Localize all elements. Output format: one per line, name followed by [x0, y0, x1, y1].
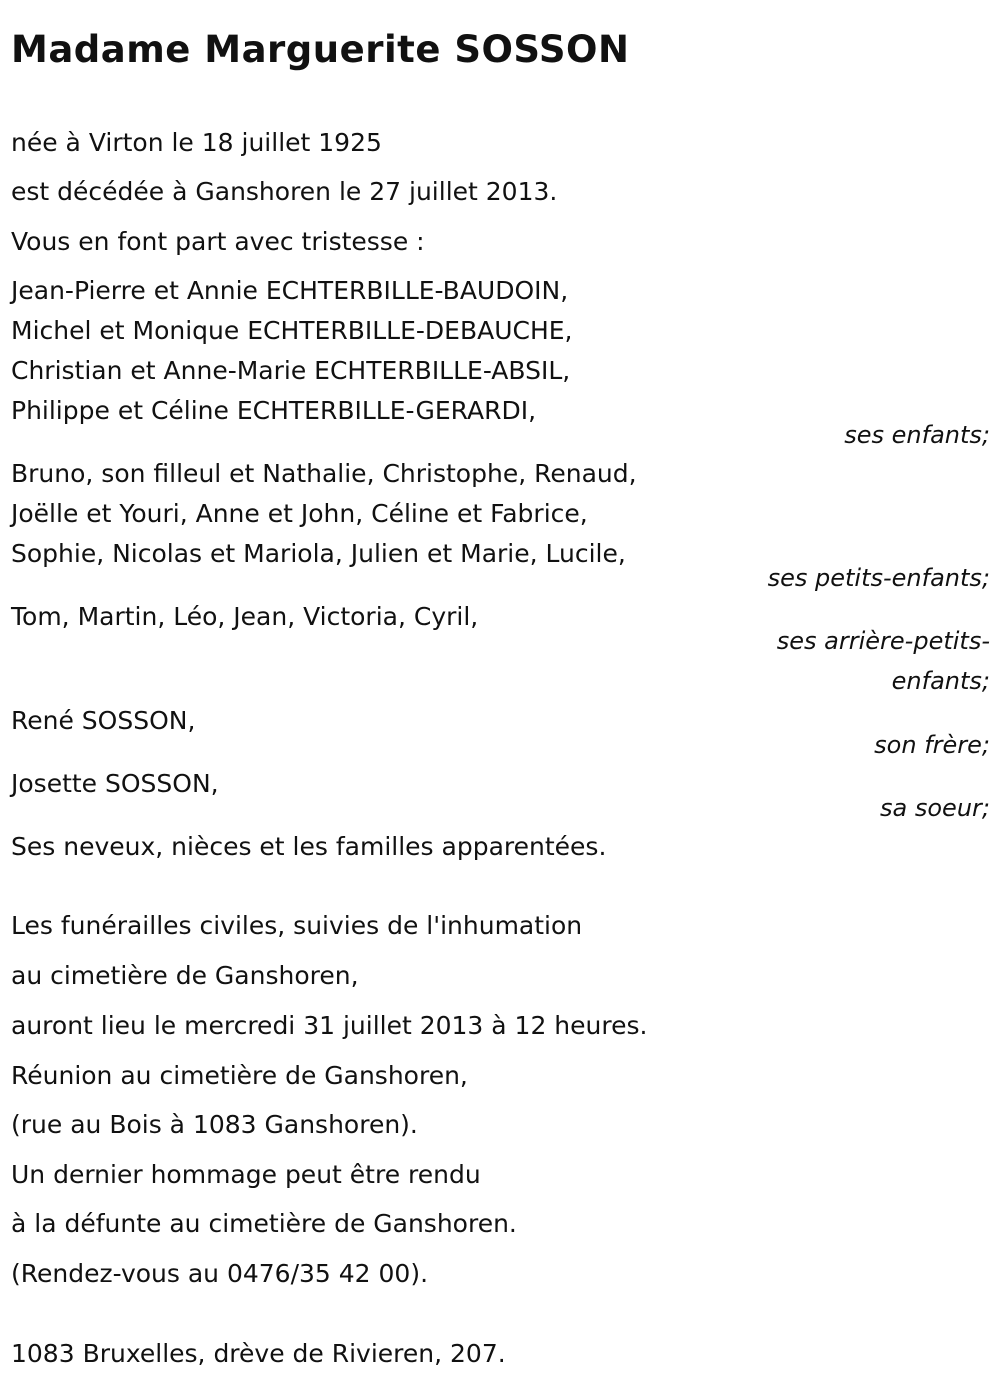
sister-name: Josette SOSSON, [11, 769, 219, 798]
page-title: Madame Marguerite SOSSON [11, 28, 630, 71]
child-line: Christian et Anne-Marie ECHTERBILLE-ABSIL, [11, 356, 571, 385]
brother-role: son frère; [874, 731, 990, 759]
sister-role: sa soeur; [880, 794, 990, 822]
funeral-line: (Rendez-vous au 0476/35 42 00). [11, 1259, 429, 1288]
relatives-line: Ses neveux, nièces et les familles apparentées. [11, 832, 607, 861]
great-grandchildren-role: enfants; [891, 667, 990, 695]
funeral-line: (rue au Bois à 1083 Ganshoren). [11, 1110, 418, 1139]
address-line: 1083 Bruxelles, drève de Rivieren, 207. [11, 1339, 506, 1368]
grandchild-line: Sophie, Nicolas et Mariola, Julien et Marie, Lucile, [11, 539, 626, 568]
child-line: Jean-Pierre et Annie ECHTERBILLE-BAUDOIN, [11, 276, 569, 305]
child-line: Philippe et Céline ECHTERBILLE-GERARDI, [11, 396, 537, 425]
funeral-line: Les funérailles civiles, suivies de l'inhumation [11, 911, 583, 940]
funeral-line: Un dernier hommage peut être rendu [11, 1160, 481, 1189]
children-role: ses enfants; [844, 421, 990, 449]
great-grandchildren-role: ses arrière-petits- [776, 627, 990, 655]
funeral-line: auront lieu le mercredi 31 juillet 2013 à 12 heures. [11, 1011, 648, 1040]
grandchild-line: Joëlle et Youri, Anne et John, Céline et Fabrice, [11, 499, 588, 528]
funeral-line: à la défunte au cimetière de Ganshoren. [11, 1209, 517, 1238]
funeral-line: au cimetière de Ganshoren, [11, 961, 359, 990]
intro-line: Vous en font part avec tristesse : [11, 227, 425, 256]
great-grandchild-line: Tom, Martin, Léo, Jean, Victoria, Cyril, [11, 602, 479, 631]
death-line: est décédée à Ganshoren le 27 juillet 2013. [11, 177, 558, 206]
funeral-line: Réunion au cimetière de Ganshoren, [11, 1061, 468, 1090]
grandchild-line: Bruno, son filleul et Nathalie, Christophe, Renaud, [11, 459, 637, 488]
birth-line: née à Virton le 18 juillet 1925 [11, 128, 382, 157]
child-line: Michel et Monique ECHTERBILLE-DEBAUCHE, [11, 316, 573, 345]
grandchildren-role: ses petits-enfants; [767, 564, 990, 592]
brother-name: René SOSSON, [11, 706, 196, 735]
